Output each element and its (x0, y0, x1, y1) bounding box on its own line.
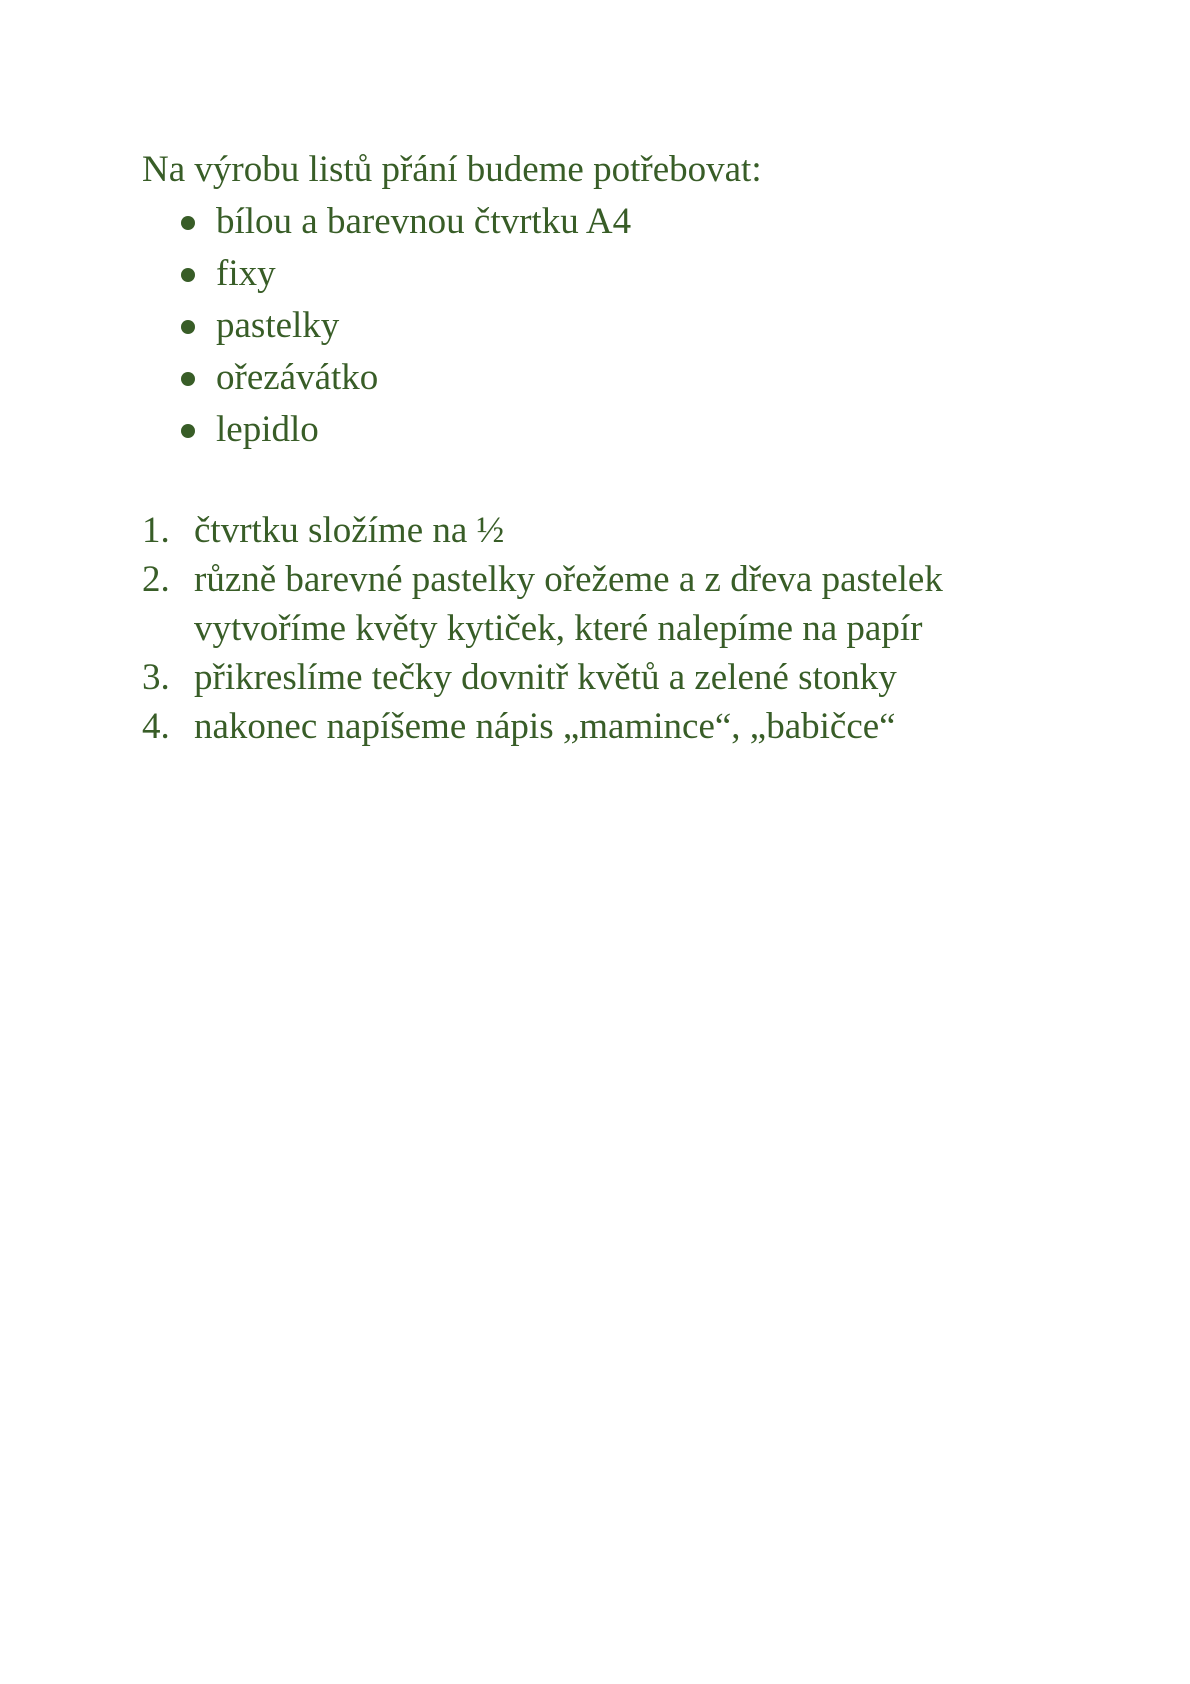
list-item (0, 702, 1034, 751)
step-text: různě barevné pastelky ořežeme a z dřeva pastelek vytvoříme květy kytiček, které nalepíme na papír (194, 559, 943, 649)
step-number: 2. (142, 559, 170, 600)
material-label: pastelky (216, 305, 340, 346)
materials-list (0, 196, 631, 456)
step-text: nakonec napíšeme nápis „mamince“, „babičce“ (194, 706, 896, 747)
list-item (0, 300, 631, 352)
list-item (0, 506, 1034, 555)
material-label: bílou a barevnou čtvrtku A4 (216, 201, 632, 242)
list-item (0, 196, 631, 248)
list-item (0, 352, 631, 404)
intro-text: Na výrobu listů přání budeme potřebovat: (142, 149, 762, 190)
step-number: 1. (142, 510, 170, 551)
step-number: 3. (142, 657, 170, 698)
steps-list (0, 506, 1034, 751)
material-label: lepidlo (216, 409, 319, 450)
step-number: 4. (142, 706, 170, 747)
step-text: čtvrtku složíme na ½ (194, 510, 505, 551)
material-label: ořezávátko (216, 357, 379, 398)
list-item (0, 404, 631, 456)
step-text: přikreslíme tečky dovnitř květů a zelené stonky (194, 657, 897, 698)
list-item (0, 555, 1034, 653)
material-label: fixy (216, 253, 276, 294)
list-item (0, 653, 1034, 702)
bullet-icon (181, 216, 195, 230)
bullet-icon (181, 424, 195, 438)
bullet-icon (181, 268, 195, 282)
bullet-icon (181, 372, 195, 386)
bullet-icon (181, 320, 195, 334)
list-item (0, 248, 631, 300)
